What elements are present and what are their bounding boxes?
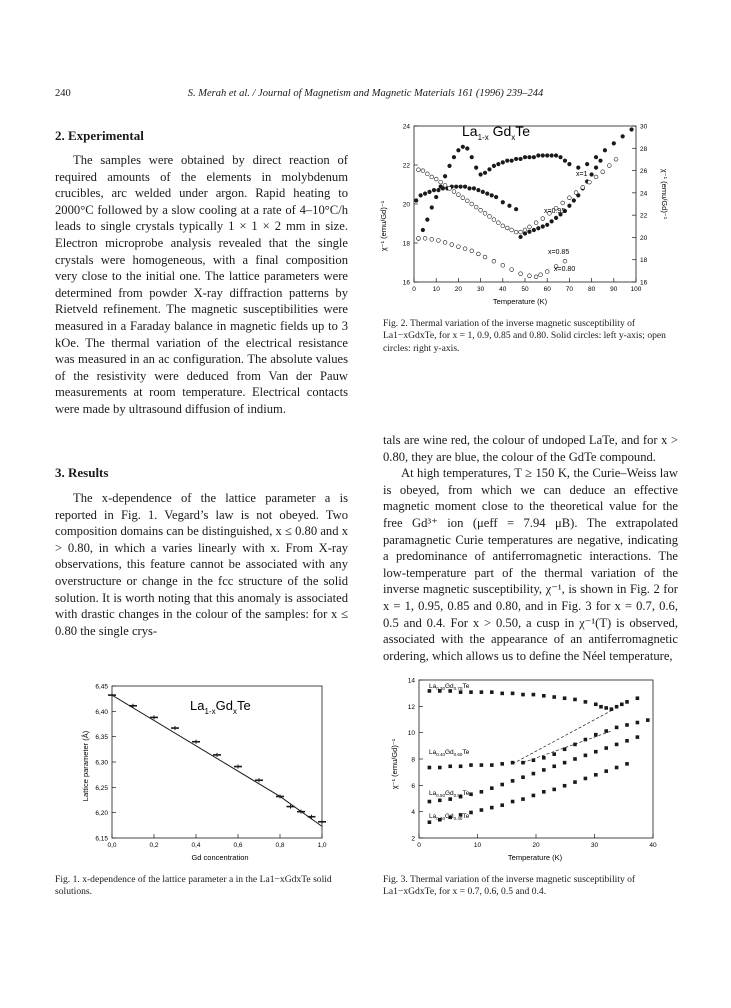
fig3-data-point xyxy=(584,738,588,742)
fig3-data-point xyxy=(480,808,484,812)
fig3-xtick-label: 40 xyxy=(649,842,657,849)
fig2-data-point xyxy=(476,252,480,256)
fig3-data-point xyxy=(604,769,608,773)
fig2-data-point xyxy=(545,270,549,274)
fig2-data-point xyxy=(492,164,496,168)
running-head: S. Merah et al. / Journal of Magnetism and Magnetic Materials 161 (1996) 239–244 xyxy=(187,88,544,99)
fig2-data-point xyxy=(601,170,605,174)
fig2-xtick-label: 70 xyxy=(565,286,574,293)
fig2-xtick-label: 40 xyxy=(499,286,507,293)
running-header xyxy=(0,88,731,104)
fig2-data-point xyxy=(483,255,487,259)
fig2-data-point xyxy=(488,168,492,172)
fig3-xtick-label: 10 xyxy=(473,842,482,849)
fig3-label-x050: $La_{0.50}Gd_{0.50}Te$ xyxy=(429,790,470,798)
fig2-data-point xyxy=(554,216,558,220)
fig2-xtick-label: 20 xyxy=(454,286,463,293)
fig3-ytick-label: 10 xyxy=(407,730,415,738)
fig3-data-point xyxy=(636,696,640,700)
fig3-dashed-line xyxy=(513,709,614,764)
fig2-data-point xyxy=(585,162,589,166)
fig3-data-point xyxy=(625,700,629,704)
fig3-xtick-label: 0 xyxy=(417,842,421,849)
fig3-data-point xyxy=(542,694,546,698)
fig2-xtick-label: 90 xyxy=(610,286,618,293)
experimental-paragraph xyxy=(55,152,348,418)
fig2-data-point xyxy=(494,195,498,199)
fig2-data-point xyxy=(448,164,452,168)
fig2-title: $La_{1-x}$ $Gd_xTe$ xyxy=(462,123,531,142)
fig2-data-point xyxy=(505,226,509,230)
fig3-ylabel: χ⁻¹ (emu/Gd)⁻¹ xyxy=(390,738,399,790)
fig2-data-point xyxy=(463,185,467,189)
fig2-data-point xyxy=(532,155,536,159)
fig2-data-point xyxy=(519,272,523,276)
fig3-data-point xyxy=(521,693,525,697)
fig1-ylabel: Lattice parameter (Å) xyxy=(81,730,90,802)
fig3-data-point xyxy=(563,747,567,751)
fig2-data-point xyxy=(587,180,591,184)
fig3-data-point xyxy=(438,766,442,770)
fig2-data-point xyxy=(481,190,485,194)
fig3-data-point xyxy=(438,799,442,803)
fig2-data-point xyxy=(501,200,505,204)
fig2-data-point xyxy=(463,247,467,251)
fig3-data-point xyxy=(584,754,588,758)
fig2-data-point xyxy=(501,161,505,165)
fig2-data-point xyxy=(490,194,494,198)
fig1-ytick-label: 6,35 xyxy=(95,734,108,742)
fig3-data-point xyxy=(625,762,629,766)
fig3-data-point xyxy=(563,761,567,765)
fig2-data-point xyxy=(603,148,607,152)
fig2-data-point xyxy=(537,154,541,158)
fig2-y2tick-label: 18 xyxy=(640,257,648,265)
fig3-data-point xyxy=(428,766,432,770)
fig2-data-point xyxy=(414,199,418,203)
fig2-data-point xyxy=(545,154,549,158)
fig2-data-point xyxy=(563,159,567,163)
fig2-data-point xyxy=(559,155,563,159)
figure-1-caption: Fig. 1. x-dependence of the lattice parameter a in the La1−xGdxTe solid solutions. xyxy=(55,874,332,898)
fig3-ytick-label: 4 xyxy=(411,809,415,817)
fig3-data-point xyxy=(620,703,624,707)
fig2-y2tick-label: 28 xyxy=(640,145,648,153)
fig3-data-point xyxy=(500,762,504,766)
fig3-data-point xyxy=(469,792,473,796)
fig2-data-point xyxy=(426,218,430,222)
fig3-data-point xyxy=(500,692,504,696)
fig3-data-point xyxy=(490,806,494,810)
fig3-data-point xyxy=(469,811,473,815)
fig3-data-point xyxy=(573,743,577,747)
fig3-data-point xyxy=(428,820,432,824)
fig3-data-point xyxy=(480,790,484,794)
fig3-data-point xyxy=(646,718,650,722)
fig3-data-point xyxy=(428,800,432,804)
fig2-data-point xyxy=(452,190,456,194)
fig2-data-point xyxy=(479,208,483,212)
fig2-data-point xyxy=(470,249,474,253)
fig2-data-point xyxy=(519,235,523,239)
fig2-data-point xyxy=(568,204,572,208)
fig2-data-point xyxy=(576,166,580,170)
fig3-data-point xyxy=(636,735,640,739)
fig2-data-point xyxy=(519,230,523,234)
fig2-data-point xyxy=(474,205,478,209)
fig2-data-point xyxy=(550,220,554,224)
fig3-data-point xyxy=(469,763,473,767)
fig2-data-point xyxy=(421,228,425,232)
fig1-ytick-label: 6,25 xyxy=(95,784,108,792)
fig3-ytick-label: 12 xyxy=(407,703,415,711)
fig3-data-point xyxy=(563,696,567,700)
fig3-data-point xyxy=(521,761,525,765)
fig3-data-point xyxy=(490,786,494,790)
fig2-label-x1: x=1 xyxy=(576,171,588,178)
fig2-xlabel: Temperature (K) xyxy=(492,297,548,306)
fig2-xtick-label: 0 xyxy=(412,286,416,293)
fig1-ytick-label: 6,40 xyxy=(95,708,108,716)
fig2-label-x085: x=0.85 xyxy=(548,249,570,256)
fig2-y2tick-label: 26 xyxy=(640,168,648,176)
fig2-label-x080: x=0.80 xyxy=(554,266,576,273)
fig1-ytick-label: 6,15 xyxy=(95,835,108,843)
fig3-data-point xyxy=(542,790,546,794)
fig3-data-point xyxy=(480,763,484,767)
fig2-data-point xyxy=(459,185,463,189)
fig2-data-point xyxy=(452,155,456,159)
fig2-data-point xyxy=(568,196,572,200)
fig2-data-point xyxy=(630,128,634,132)
fig3-data-point xyxy=(625,723,629,727)
fig3-dashed-line xyxy=(523,731,611,763)
fig2-data-point xyxy=(439,180,443,184)
fig3-data-point xyxy=(521,775,525,779)
fig2-data-point xyxy=(421,169,425,173)
section-heading-results: 3. Results xyxy=(55,465,109,480)
fig3-data-point xyxy=(599,705,603,709)
fig1-ytick-label: 6,30 xyxy=(95,759,108,767)
fig3-label-x070: $La_{0.30}Gd_{0.70}Te$ xyxy=(429,683,470,691)
fig3-label-x040: $La_{0.60}Gd_{0.40}Te$ xyxy=(429,813,470,821)
right-text-p1: tals are wine red, the colour of undoped LaTe, and for x > 0.80, they are blue, the colour of the GdTe compound. xyxy=(383,433,678,464)
fig3-data-point xyxy=(552,695,556,699)
fig3-data-point xyxy=(594,773,598,777)
fig3-data-point xyxy=(573,780,577,784)
fig2-data-point xyxy=(510,228,514,232)
fig2-data-point xyxy=(450,243,454,247)
fig2-data-point xyxy=(434,195,438,199)
fig2-y2label: χ⁻¹ (emu/Gd)⁻¹ xyxy=(660,168,669,220)
fig2-data-point xyxy=(514,230,518,234)
results-paragraph xyxy=(55,490,348,639)
fig2-ytick-label: 20 xyxy=(402,201,410,209)
fig2-data-point xyxy=(574,191,578,195)
fig2-data-point xyxy=(607,164,611,168)
fig2-data-point xyxy=(483,211,487,215)
fig2-data-point xyxy=(505,159,509,163)
fig1-ytick-label: 6,20 xyxy=(95,810,108,818)
fig2-data-point xyxy=(430,206,434,210)
fig1-xtick-label: 1,0 xyxy=(317,842,327,849)
fig2-data-point xyxy=(417,168,421,172)
figure-3-caption: Fig. 3. Thermal variation of the inverse magnetic susceptibility of La1−xGdxTe, for x = 0.7, 0.6, 0.5 and 0.4. xyxy=(383,874,636,898)
fig3-data-point xyxy=(604,706,608,710)
fig2-data-point xyxy=(510,268,514,272)
figure-3-chart xyxy=(385,674,681,864)
fig3-data-point xyxy=(480,690,484,694)
fig3-data-point xyxy=(532,693,536,697)
section-heading-experimental: 2. Experimental xyxy=(55,128,144,143)
fig2-data-point xyxy=(614,157,618,161)
fig2-data-point xyxy=(514,157,518,161)
fig2-data-point xyxy=(496,221,500,225)
fig2-ytick-label: 24 xyxy=(402,123,410,131)
fig2-data-point xyxy=(594,175,598,179)
fig2-data-point xyxy=(510,159,514,163)
fig2-data-point xyxy=(599,159,603,163)
fig3-data-point xyxy=(615,705,619,709)
fig3-xtick-label: 30 xyxy=(590,842,599,849)
fig3-xtick-label: 20 xyxy=(532,842,540,849)
fig3-data-point xyxy=(615,726,619,730)
fig2-data-point xyxy=(419,194,423,198)
fig2-data-point xyxy=(594,155,598,159)
fig2-data-point xyxy=(417,236,421,240)
fig2-data-point xyxy=(554,154,558,158)
fig2-data-point xyxy=(461,145,465,149)
fig3-data-point xyxy=(448,764,452,768)
fig2-data-point xyxy=(568,162,572,166)
fig2-data-point xyxy=(492,218,496,222)
fig2-data-point xyxy=(537,226,541,230)
fig3-data-point xyxy=(511,692,515,696)
fig2-xtick-label: 10 xyxy=(432,286,440,293)
fig2-data-point xyxy=(534,221,538,225)
fig3-data-point xyxy=(490,690,494,694)
figure-1-chart xyxy=(60,678,350,864)
fig1-xtick-label: 0,0 xyxy=(107,842,117,849)
fig2-data-point xyxy=(523,155,527,159)
fig2-data-point xyxy=(472,187,476,191)
fig2-data-point xyxy=(581,185,585,189)
fig3-data-point xyxy=(490,763,494,767)
fig2-data-point xyxy=(430,237,434,241)
fig3-data-point xyxy=(594,750,598,754)
fig1-ytick-label: 6,45 xyxy=(95,683,108,691)
fig3-data-point xyxy=(636,721,640,725)
fig3-data-point xyxy=(448,797,452,801)
fig2-data-point xyxy=(437,239,441,243)
fig2-data-point xyxy=(483,171,487,175)
fig2-y2tick-label: 30 xyxy=(640,123,648,131)
right-text-p2: At high temperatures, T ≥ 150 K, the Curie–Weiss law is obeyed, from which we can deduce an effective magnetic moment close to the theoretical value for the free Gd³⁺ ion (μeff = 7.94 μB). The extrapolated paramagnetic Curie temperatures are negative, indicating a predominance of antiferromagnetic interactions. The low-temperature part of the thermal variation of the inverse magnetic susceptibility, χ⁻¹, is shown in Fig. 2 for x = 1, 0.95, 0.85 and 0.80, and in Fig. 3 for x = 0.7, 0.6, 0.5 and 0.4. For x > 0.50, a cusp in χ⁻¹(T) is observed, associated with the appearance of an antiferromagnetic ordering, which allows us to define the Néel temperature, xyxy=(383,466,678,663)
fig2-data-point xyxy=(423,192,427,196)
fig2-xtick-label: 30 xyxy=(476,286,485,293)
fig2-data-point xyxy=(523,228,527,232)
fig2-data-point xyxy=(539,273,543,277)
fig2-data-point xyxy=(528,155,532,159)
fig3-data-point xyxy=(511,779,515,783)
fig2-data-point xyxy=(528,274,532,278)
fig3-data-point xyxy=(500,803,504,807)
fig3-plot-frame xyxy=(419,680,653,838)
fig2-data-point xyxy=(492,259,496,263)
fig2-data-point xyxy=(561,201,565,205)
fig2-data-point xyxy=(550,154,554,158)
fig3-data-point xyxy=(604,746,608,750)
fig2-data-point xyxy=(541,217,545,221)
fig2-data-point xyxy=(448,187,452,191)
fig3-data-point xyxy=(532,794,536,798)
fig2-data-point xyxy=(519,157,523,161)
fig3-data-point xyxy=(615,743,619,747)
fig3-data-point xyxy=(594,733,598,737)
fig3-data-point xyxy=(573,757,577,761)
fig2-data-point xyxy=(465,147,469,151)
fig2-data-point xyxy=(572,199,576,203)
fig2-data-point xyxy=(425,172,429,176)
fig2-data-point xyxy=(443,183,447,187)
fig2-y2tick-label: 22 xyxy=(640,212,648,220)
figure-2-chart xyxy=(362,120,680,306)
fig3-ytick-label: 8 xyxy=(411,756,415,764)
experimental-text: The samples were obtained by direct reaction of required amounts of the elements in molybdenum crucibles, arc welded under argon. Rapid heating to 2000°C followed by a slow cooling at a rate of 4–10°C/h leads to single crystals typically 1 × 1 × 2 mm in size. Electron microprobe analysis revealed that the single crystals were homogeneous, with a final composition very close to the initial one. The lattice parameters were determined from powder X-ray diffraction patterns by Rietveld refinement. The magnetic susceptibilities were measured in a Faraday balance in magnetic fields up to 3 kOe. The thermal variation of the electrical resistance was measured in an ac configuration. The absolute values of the resistivity were deduced from Van der Pauw measurements at room temperature. Electrical contacts were made by ultrasound diffusion of indium. xyxy=(55,153,348,416)
fig2-y2tick-label: 24 xyxy=(640,190,648,198)
fig3-ytick-label: 2 xyxy=(411,835,415,843)
fig2-data-point xyxy=(501,224,505,228)
fig2-ytick-label: 18 xyxy=(402,240,410,248)
fig3-data-point xyxy=(563,784,567,788)
fig2-data-point xyxy=(541,225,545,229)
fig2-data-point xyxy=(457,148,461,152)
fig2-data-point xyxy=(612,142,616,146)
fig2-data-point xyxy=(423,236,427,240)
fig3-data-point xyxy=(604,729,608,733)
fig2-ylabel: χ⁻¹ (emu/Gd)⁻¹ xyxy=(379,200,388,252)
fig3-data-point xyxy=(552,764,556,768)
fig3-data-point xyxy=(521,797,525,801)
fig2-data-point xyxy=(432,188,436,192)
fig2-data-point xyxy=(470,202,474,206)
fig1-xtick-label: 0,8 xyxy=(275,842,285,849)
fig2-data-point xyxy=(594,166,598,170)
fig2-data-point xyxy=(437,188,441,192)
fig2-data-point xyxy=(434,177,438,181)
fig2-data-point xyxy=(465,199,469,203)
fig2-data-point xyxy=(563,259,567,263)
fig2-plot-frame xyxy=(414,126,636,282)
page-number: 240 xyxy=(55,88,71,99)
fig2-data-point xyxy=(514,207,518,211)
fig3-data-point xyxy=(500,783,504,787)
fig2-data-point xyxy=(621,135,625,139)
fig2-y2tick-label: 20 xyxy=(640,234,648,242)
fig2-data-point xyxy=(430,175,434,179)
fig2-ytick-label: 22 xyxy=(402,162,410,170)
fig3-data-point xyxy=(459,764,463,768)
fig3-data-point xyxy=(615,766,619,770)
fig3-data-point xyxy=(532,758,536,762)
fig3-data-point xyxy=(542,768,546,772)
fig3-ytick-label: 14 xyxy=(407,677,415,685)
fig2-data-point xyxy=(501,263,505,267)
fig3-data-point xyxy=(469,690,473,694)
fig2-data-point xyxy=(534,275,538,279)
fig2-data-point xyxy=(488,215,492,219)
fig2-data-point xyxy=(528,225,532,229)
fig3-label-x060: $La_{0.40}Gd_{0.60}Te$ xyxy=(429,749,470,757)
fig2-data-point xyxy=(590,173,594,177)
fig2-data-point xyxy=(461,196,465,200)
fig2-xtick-label: 50 xyxy=(521,286,529,293)
fig2-data-point xyxy=(454,185,458,189)
fig2-xtick-label: 60 xyxy=(543,286,551,293)
fig2-data-point xyxy=(532,228,536,232)
fig2-data-point xyxy=(485,192,489,196)
results-text: The x-dependence of the lattice parameter a is reported in Fig. 1. Vegard’s law is not obeyed. Two composition domains can be distinguished, x ≤ 0.80 and x > 0.80, in which a varies linearly with x. From X-ray observations, this feature cannot be associated with any overstructure or change in the fcc structure of the solid solution. It is worth noting that this anomaly is associated with drastic changes in the colour of the samples: for x ≤ 0.80 the single crys- xyxy=(55,491,348,638)
fig3-data-point xyxy=(511,761,515,765)
fig3-data-point xyxy=(552,752,556,756)
fig2-xtick-label: 100 xyxy=(630,286,642,293)
fig3-data-point xyxy=(594,703,598,707)
fig3-data-point xyxy=(532,772,536,776)
fig2-data-point xyxy=(457,193,461,197)
fig2-data-point xyxy=(470,155,474,159)
fig3-data-point xyxy=(610,707,614,711)
fig2-label-x095: x=0.95 xyxy=(544,208,566,215)
fig3-data-point xyxy=(552,788,556,792)
fig2-data-point xyxy=(497,162,501,166)
fig3-ytick-label: 6 xyxy=(411,782,415,790)
fig2-data-point xyxy=(508,204,512,208)
fig1-title: $La_{1-x}Gd_xTe$ xyxy=(190,698,251,716)
fig2-data-point xyxy=(477,188,481,192)
fig2-data-point xyxy=(545,223,549,227)
fig2-data-point xyxy=(468,187,472,191)
fig3-data-point xyxy=(584,777,588,781)
fig1-xtick-label: 0,6 xyxy=(233,842,243,849)
figure-2-caption: Fig. 2. Thermal variation of the inverse magnetic susceptibility of La1−xGdxTe, for x = 1, 0.9, 0.85 and 0.80. Solid circles: left y-axis; open circles: right y-axis. xyxy=(383,318,666,354)
fig3-xlabel: Temperature (K) xyxy=(507,853,563,862)
fig2-data-point xyxy=(528,230,532,234)
fig2-data-point xyxy=(443,241,447,245)
fig3-data-point xyxy=(542,756,546,760)
fig1-xtick-label: 0,2 xyxy=(149,842,159,849)
fig3-data-point xyxy=(573,698,577,702)
fig2-data-point xyxy=(479,173,483,177)
fig2-data-point xyxy=(541,154,545,158)
fig1-xlabel: Gd concentration xyxy=(191,853,249,862)
fig1-xtick-label: 0,4 xyxy=(191,842,201,849)
fig2-data-point xyxy=(523,232,527,236)
fig2-data-point xyxy=(474,166,478,170)
fig2-y2tick-label: 16 xyxy=(640,279,648,287)
fig3-data-point xyxy=(511,800,515,804)
fig3-data-point xyxy=(625,739,629,743)
right-column-text xyxy=(383,432,678,664)
fig2-data-point xyxy=(457,245,461,249)
fig2-ytick-label: 16 xyxy=(402,279,410,287)
fig2-xtick-label: 80 xyxy=(587,286,596,293)
fig3-data-point xyxy=(584,700,588,704)
fig2-data-point xyxy=(443,174,447,178)
fig2-data-point xyxy=(428,190,432,194)
